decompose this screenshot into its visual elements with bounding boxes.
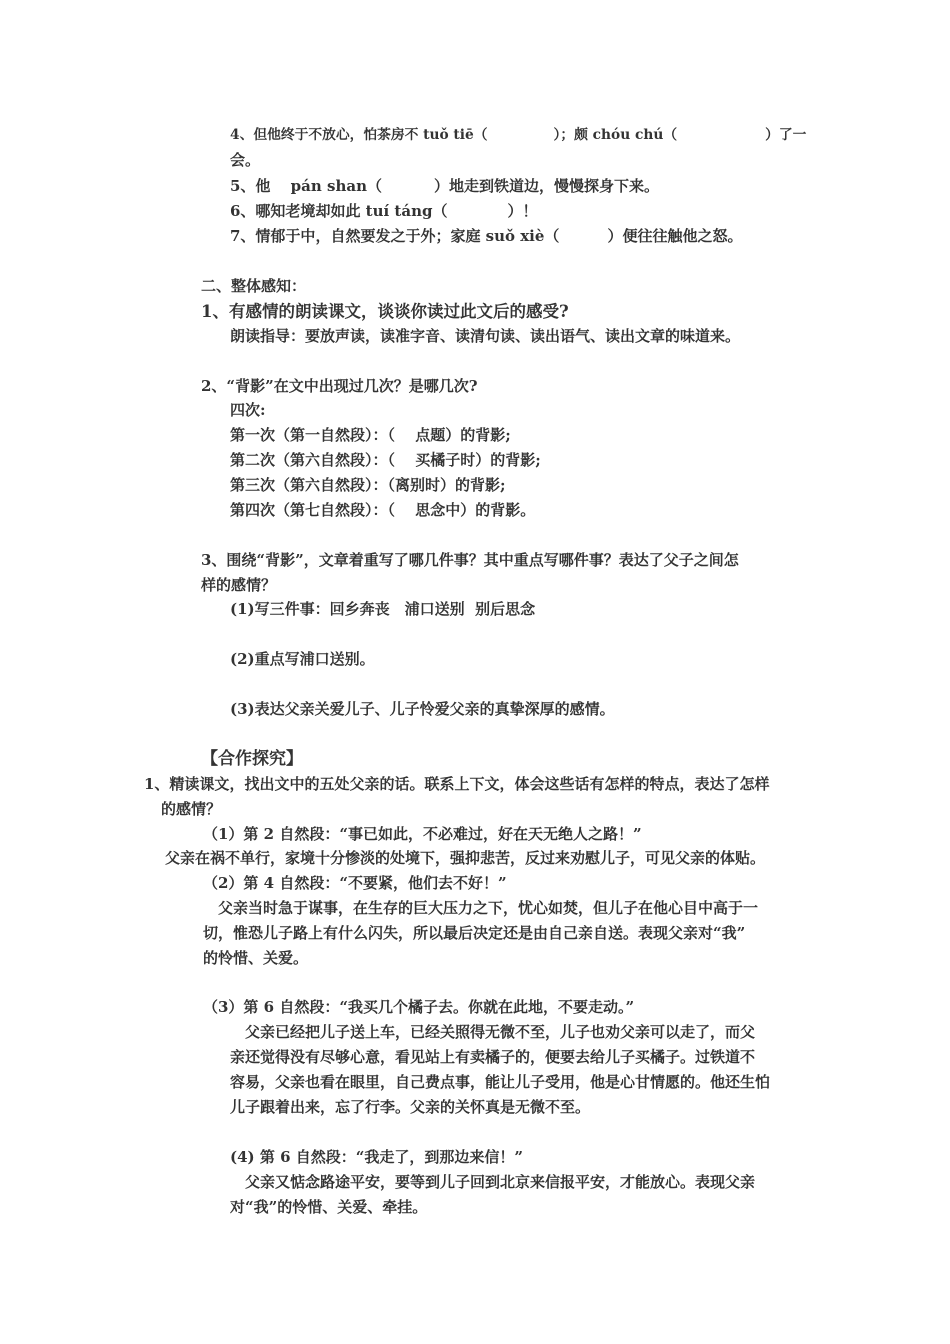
q2-item-4: 第四次（第七自然段）：（ 思念中）的背影。	[230, 501, 536, 519]
q2-item-3: 第三次（第六自然段）：（离别时）的背影;	[230, 476, 506, 494]
pinyin-item-4-cont: 会。	[230, 151, 261, 169]
analysis-3-line-1: 父亲已经把儿子送上车，已经关照得无微不至，儿子也劝父亲可以走了，而父	[230, 1023, 756, 1041]
analysis-2-line-2: 切，惟恐儿子路上有什么闪失，所以最后决定还是由自己亲自送。表现父亲对“我”	[203, 924, 746, 942]
analysis-2-line-1: 父亲当时急于谋事，在生存的巨大压力之下，忧心如焚，但儿子在他心目中高于一	[203, 899, 759, 917]
pinyin-item-6	[230, 199, 537, 224]
q3-answer-1: (1)写三件事：回乡奔丧 浦口送别 别后思念	[230, 600, 536, 618]
section-heading-overall: 二、整体感知：	[201, 277, 307, 295]
q3-answer-3: (3)表达父亲关爱儿子、儿子怜爱父亲的真挚深厚的感情。	[230, 700, 615, 718]
analysis-4-line-2: 对“我”的怜惜、关爱、牵挂。	[230, 1198, 428, 1216]
quote-2: （2）第 4 自然段：“不要紧，他们去不好！”	[203, 874, 507, 892]
question-2: 2、“背影”在文中出现过几次？是哪几次?	[201, 377, 478, 395]
item5-text-a: 5、他 pán shan（	[230, 177, 382, 195]
item5-text-b: ）地走到铁道边，慢慢探身下来。	[433, 177, 659, 195]
quote-1: （1）第 2 自然段：“事已如此，不必难过，好在天无绝人之路！”	[203, 825, 642, 843]
pinyin-item-7	[230, 224, 742, 249]
analysis-2-line-3: 的怜惜、关爱。	[203, 949, 309, 967]
analysis-3-line-2: 亲还觉得没有尽够心意，看见站上有卖橘子的，便要去给儿子买橘子。过铁道不	[230, 1048, 756, 1066]
analysis-3-line-4: 儿子跟着出来，忘了行李。父亲的关怀真是无微不至。	[230, 1098, 591, 1116]
item7-text-b: ）便往往触他之怒。	[607, 227, 743, 245]
q3-answer-2: (2)重点写浦口送别。	[230, 650, 375, 668]
analysis-1: 父亲在祸不单行，家境十分惨淡的处境下，强抑悲苦，反过来劝慰儿子，可见父亲的体贴。	[165, 849, 766, 867]
pinyin-item-4	[230, 123, 806, 148]
item6-text-a: 6、哪知老境却如此 tuí táng（	[230, 202, 448, 220]
item4-text-b: ）；颇 chóu chú（	[553, 127, 678, 143]
q2-item-2: 第二次（第六自然段）：（ 买橘子时）的背影;	[230, 451, 541, 469]
question-3-line-1: 3、围绕“背影”，文章着重写了哪几件事？其中重点写哪件事？表达了父子之间怎	[201, 551, 739, 569]
item4-text-c: ）了一	[765, 127, 807, 143]
quote-3: （3）第 6 自然段：“我买几个橘子去。你就在此地，不要走动。”	[203, 998, 635, 1016]
section-heading-coop: 【合作探究】	[201, 749, 303, 769]
quote-4: (4) 第 6 自然段：“我走了，到那边来信！”	[230, 1148, 523, 1166]
analysis-3-line-3: 容易，父亲也看在眼里，自己费点事，能让儿子受用，他是心甘情愿的。他还生怕	[230, 1073, 771, 1091]
reading-guide: 朗读指导：要放声读，读准字音、读清句读、读出语气、读出文章的味道来。	[230, 327, 741, 345]
analysis-4-line-1: 父亲又惦念路途平安，要等到儿子回到北京来信报平安，才能放心。表现父亲	[230, 1173, 756, 1191]
question-3-line-2: 样的感情？	[201, 576, 277, 594]
coop-question-1-line-1: 1、精读课文，找出文中的五处父亲的话。联系上下文，体会这些话有怎样的特点，表达了怎样	[144, 775, 770, 793]
item4-text-a: 4、但他终于不放心，怕茶房不 tuǒ tiē（	[230, 127, 488, 143]
q2-answer: 四次:	[230, 401, 266, 419]
question-1: 1、有感情的朗读课文，谈谈你读过此文后的感受?	[201, 302, 569, 321]
pinyin-item-5	[230, 174, 659, 199]
q2-item-1: 第一次（第一自然段）：（ 点题）的背影;	[230, 426, 511, 444]
item7-text-a: 7、情郁于中，自然要发之于外；家庭 suǒ xiè（	[230, 227, 560, 245]
coop-question-1-line-2: 的感情？	[161, 800, 222, 818]
item6-text-b: ）！	[507, 202, 538, 220]
